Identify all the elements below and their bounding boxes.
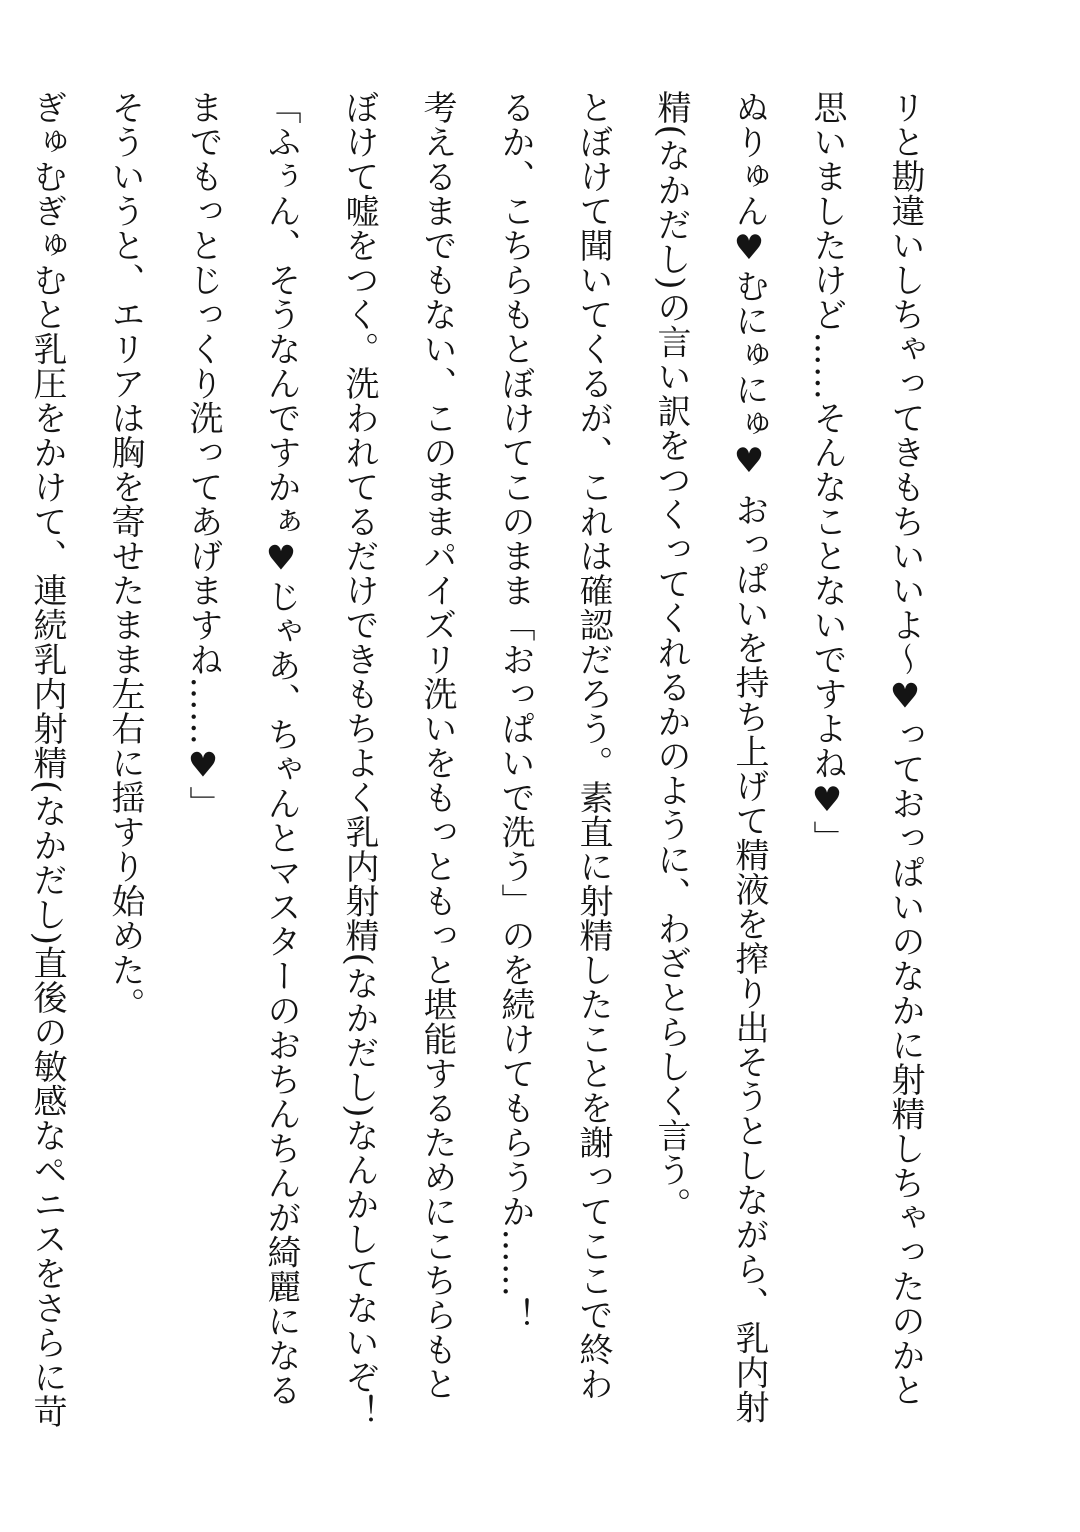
paragraph-5: 「ふぅん、そうなんですかぁ♥じゃあ、ちゃんとマスターのおちんちんが綺麗になるまでもっとじっくり洗ってあげますね……♥」	[183, 90, 301, 1407]
vertical-text-body	[0, 90, 944, 1430]
paragraph-3: とぼけて聞いてくるが、これは確認だろう。素直に射精したことを謝ってここで終わるか、こちらもとぼけてこのまま「おっぱいで洗う」のを続けてもらうか……！	[495, 90, 613, 1401]
paragraph-1: リと勘違いしちゃってきもちいいよ〜♥っておっぱいのなかに射精しちゃったのかと思いましたけど……そんなことないですよね♥」	[807, 90, 925, 1407]
paragraph-4: 考えるまでもない、このままパイズリ洗いをもっともっと堪能するためにこちらもとぼけて嘘をつく。洗われてるだけできもちよく乳内射精(なかだし)なんかしてないぞ！	[339, 90, 457, 1429]
paragraph-7: ぎゅむぎゅむと乳圧をかけて、連続乳内射精(なかだし)直後の敏感なペニスをさらに苛	[27, 90, 67, 1429]
paragraph-6: そういうと、エリアは胸を寄せたまま左右に揺すり始めた。	[105, 90, 145, 1022]
paragraph-2: ぬりゅん♥むにゅにゅ♥ おっぱいを持ち上げて精液を搾り出そうとしながら、乳内射精(なかだし)の言い訳をつくってくれるかのように、わざとらしく言う。	[651, 90, 769, 1425]
